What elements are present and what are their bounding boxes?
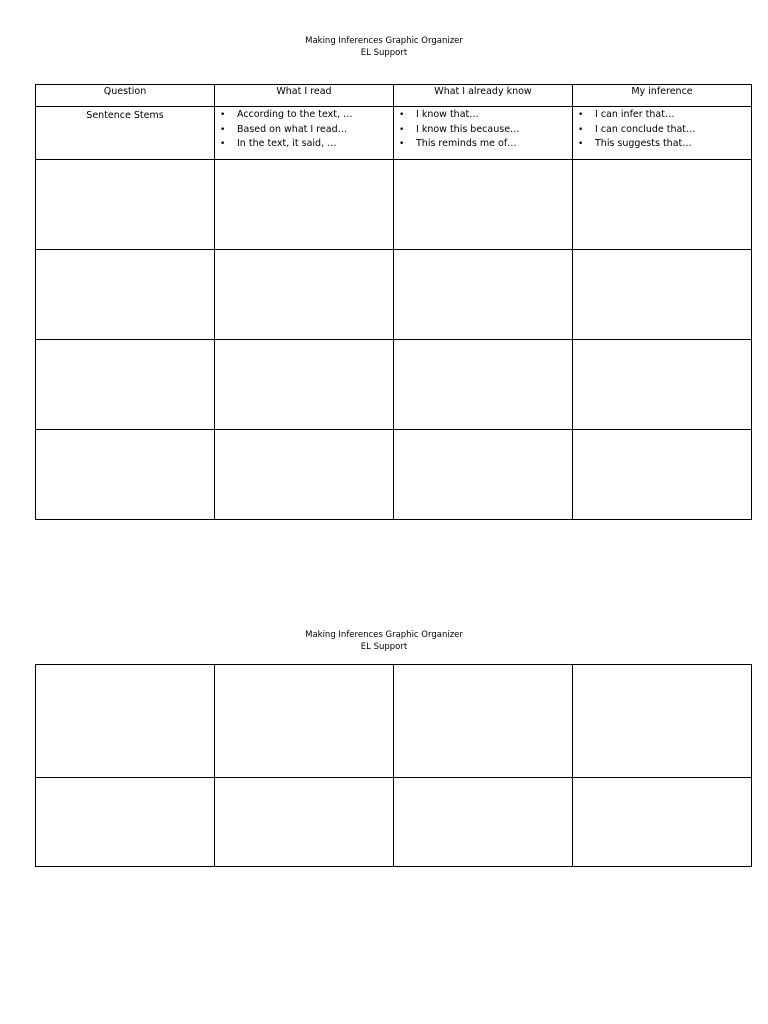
bullet-icon: •: [399, 110, 405, 120]
blank-cell: [36, 430, 215, 520]
header-my-inference: My inference: [573, 85, 752, 107]
blank-cell: [394, 778, 573, 867]
bullet-icon: •: [578, 124, 584, 135]
blank-row: [36, 340, 752, 430]
blank-row: [36, 778, 752, 867]
blank-cell: [36, 778, 215, 867]
sentence-stems-row: [36, 107, 752, 160]
stems-cell-what-i-already-know: [394, 107, 573, 160]
organizer-2-title: Making Inferences Graphic Organizer: [305, 630, 463, 640]
blank-cell: [394, 250, 573, 340]
blank-cell: [573, 665, 752, 778]
bullet-icon: •: [399, 124, 405, 135]
stem-item: • I can infer that…: [595, 108, 751, 123]
sentence-stems-label: Sentence Stems: [36, 107, 215, 160]
bullet-icon: •: [578, 110, 584, 120]
blank-cell: [215, 340, 394, 430]
stem-item: • This suggests that…: [595, 137, 751, 152]
bullet-icon: •: [578, 139, 584, 149]
blank-cell: [36, 160, 215, 250]
blank-cell: [394, 665, 573, 778]
organizer-1-title-block: [0, 35, 768, 59]
blank-row: [36, 160, 752, 250]
organizer-2-title-block: [0, 629, 768, 653]
stems-cell-my-inference: [573, 107, 752, 160]
blank-row: [36, 665, 752, 778]
header-what-i-read: What I read: [215, 85, 394, 107]
blank-cell: [394, 340, 573, 430]
header-what-i-already-know: What I already know: [394, 85, 573, 107]
blank-cell: [573, 778, 752, 867]
blank-cell: [573, 340, 752, 430]
bullet-icon: •: [220, 110, 226, 120]
organizer-1-title: Making Inferences Graphic Organizer: [305, 36, 463, 46]
blank-cell: [36, 340, 215, 430]
organizer-1-subtitle: EL Support: [360, 48, 408, 58]
stem-item: • This reminds me of…: [416, 137, 572, 152]
blank-cell: [394, 160, 573, 250]
stem-item: • Based on what I read…: [237, 123, 393, 138]
blank-cell: [36, 665, 215, 778]
blank-cell: [215, 430, 394, 520]
blank-row: [36, 250, 752, 340]
stems-list: [394, 107, 572, 152]
stems-list: [573, 107, 751, 152]
stems-cell-what-i-read: [215, 107, 394, 160]
organizer-1-table: [35, 84, 752, 520]
stem-item: • I know that…: [416, 108, 572, 123]
blank-cell: [573, 250, 752, 340]
blank-cell: [36, 250, 215, 340]
bullet-icon: •: [220, 139, 226, 149]
blank-cell: [573, 430, 752, 520]
blank-cell: [215, 665, 394, 778]
stem-item: • In the text, it said, …: [237, 137, 393, 152]
stem-item: • I can conclude that…: [595, 123, 751, 138]
header-question: Question: [36, 85, 215, 107]
organizer-2-table: [35, 664, 752, 867]
blank-cell: [573, 160, 752, 250]
bullet-icon: •: [399, 139, 405, 149]
blank-row: [36, 430, 752, 520]
stem-item: • According to the text, …: [237, 108, 393, 123]
blank-cell: [394, 430, 573, 520]
blank-cell: [215, 778, 394, 867]
bullet-icon: •: [220, 124, 226, 135]
header-row: [36, 85, 752, 107]
stem-item: • I know this because…: [416, 123, 572, 138]
blank-cell: [215, 160, 394, 250]
blank-cell: [215, 250, 394, 340]
stems-list: [215, 107, 393, 152]
organizer-2-subtitle: EL Support: [360, 642, 408, 652]
